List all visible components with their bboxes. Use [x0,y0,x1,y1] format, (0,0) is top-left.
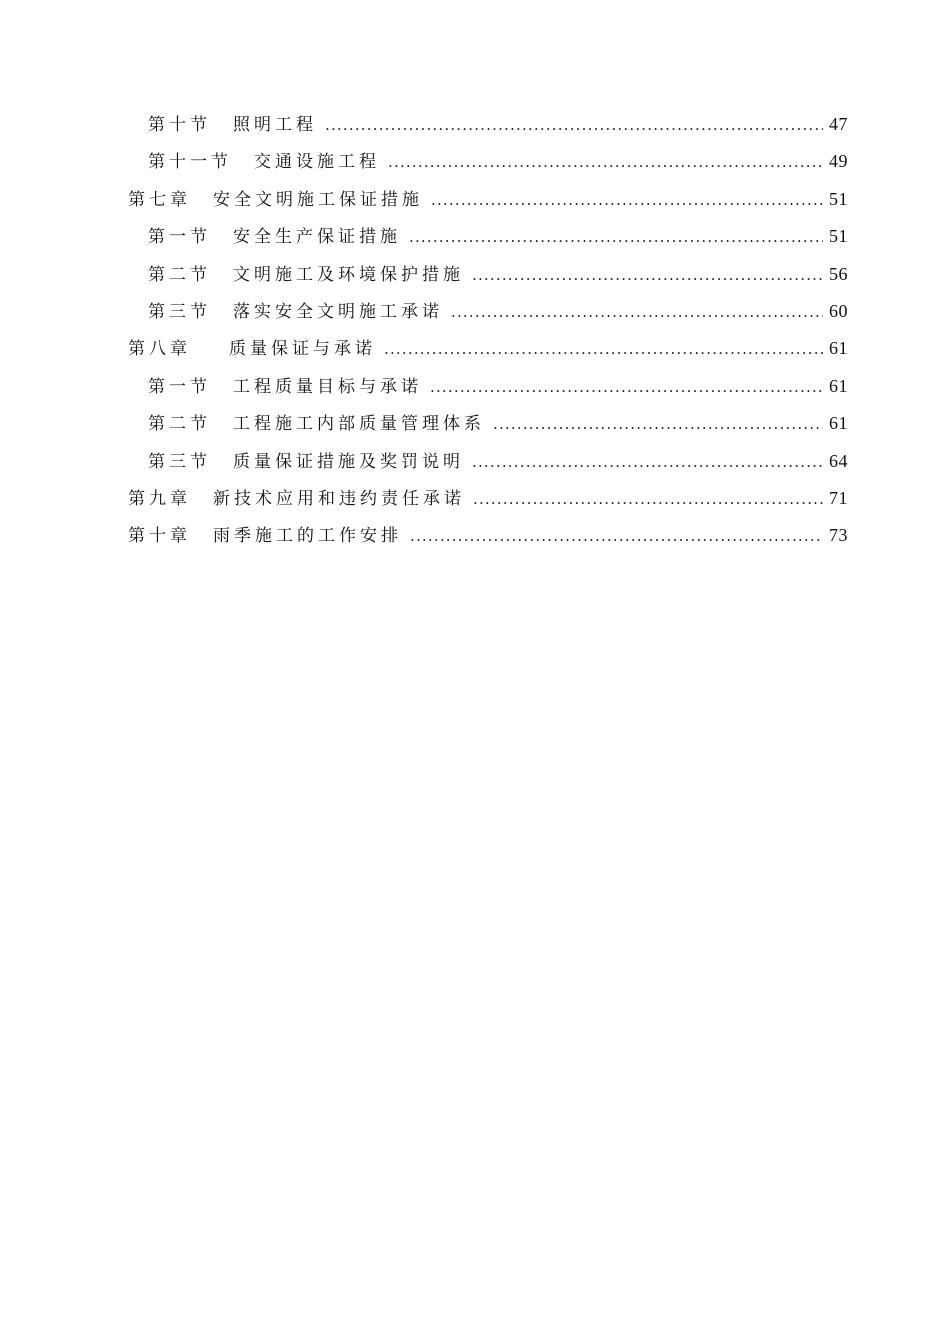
toc-entry-label: 第七章 [128,189,191,210]
toc-entry-page: 73 [829,525,848,546]
toc-entry-title: 新技术应用和违约责任承诺 [213,488,465,509]
toc-leader-dots [325,107,823,144]
toc-entry[interactable] [128,143,848,180]
toc-entry-title: 质量保证措施及奖罚说明 [233,451,464,472]
toc-entry-label: 第十一节 [148,152,232,173]
toc-entry-title: 落实安全文明施工承诺 [233,301,443,322]
toc-entry-label: 第三节 [148,451,211,472]
toc-entry[interactable] [128,443,848,480]
toc-entry-title: 文明施工及环境保护措施 [233,264,464,285]
toc-entry-page: 47 [829,114,848,134]
toc-entry[interactable] [128,218,848,255]
toc-leader-dots [409,219,823,256]
toc-entry-page: 61 [829,338,848,359]
toc-entry-label: 第十章 [128,526,191,547]
toc-entry-title: 安全生产保证措施 [233,227,401,248]
toc-leader-dots [473,481,823,518]
toc-entry-title: 工程施工内部质量管理体系 [233,414,485,435]
toc-entry-page: 60 [829,300,848,321]
toc-leader-dots [410,518,823,555]
toc-entry[interactable] [128,106,848,143]
toc-entry-title: 雨季施工的工作安排 [213,526,402,547]
toc-entry-title: 工程质量目标与承诺 [233,376,422,397]
toc-entry-page: 56 [829,263,848,284]
table-of-contents [128,106,848,555]
toc-leader-dots [431,182,823,219]
toc-entry-label: 第一节 [148,227,211,248]
toc-leader-dots [384,331,823,368]
toc-leader-dots [472,257,823,294]
toc-leader-dots [430,369,823,406]
toc-entry-title: 质量保证与承诺 [229,339,376,360]
toc-leader-dots [451,294,823,331]
toc-entry[interactable] [128,293,848,330]
toc-entry[interactable] [128,517,848,554]
toc-leader-dots [472,444,823,481]
toc-leader-dots [388,144,823,181]
toc-entry-title: 交通设施工程 [254,152,380,173]
toc-entry-label: 第八章 [128,339,191,360]
toc-entry-label: 第三节 [148,301,211,322]
toc-entry-page: 61 [829,413,848,434]
toc-entry-title: 照明工程 [233,115,317,135]
toc-entry-page: 51 [829,188,848,209]
toc-entry-title: 安全文明施工保证措施 [213,189,423,210]
toc-entry[interactable] [128,330,848,367]
toc-entry-label: 第二节 [148,264,211,285]
toc-leader-dots [493,406,823,443]
toc-entry-label: 第十节 [148,115,211,135]
toc-entry-page: 64 [829,450,848,471]
toc-entry-page: 71 [829,487,848,508]
toc-entry-page: 61 [829,375,848,396]
toc-entry-label: 第二节 [148,414,211,435]
toc-entry-page: 51 [829,226,848,247]
toc-entry[interactable] [128,181,848,218]
toc-entry[interactable] [128,405,848,442]
toc-entry[interactable] [128,256,848,293]
toc-entry-page: 49 [829,151,848,172]
toc-entry-label: 第一节 [148,376,211,397]
toc-entry[interactable] [128,368,848,405]
toc-entry[interactable] [128,480,848,517]
toc-entry-label: 第九章 [128,488,191,509]
